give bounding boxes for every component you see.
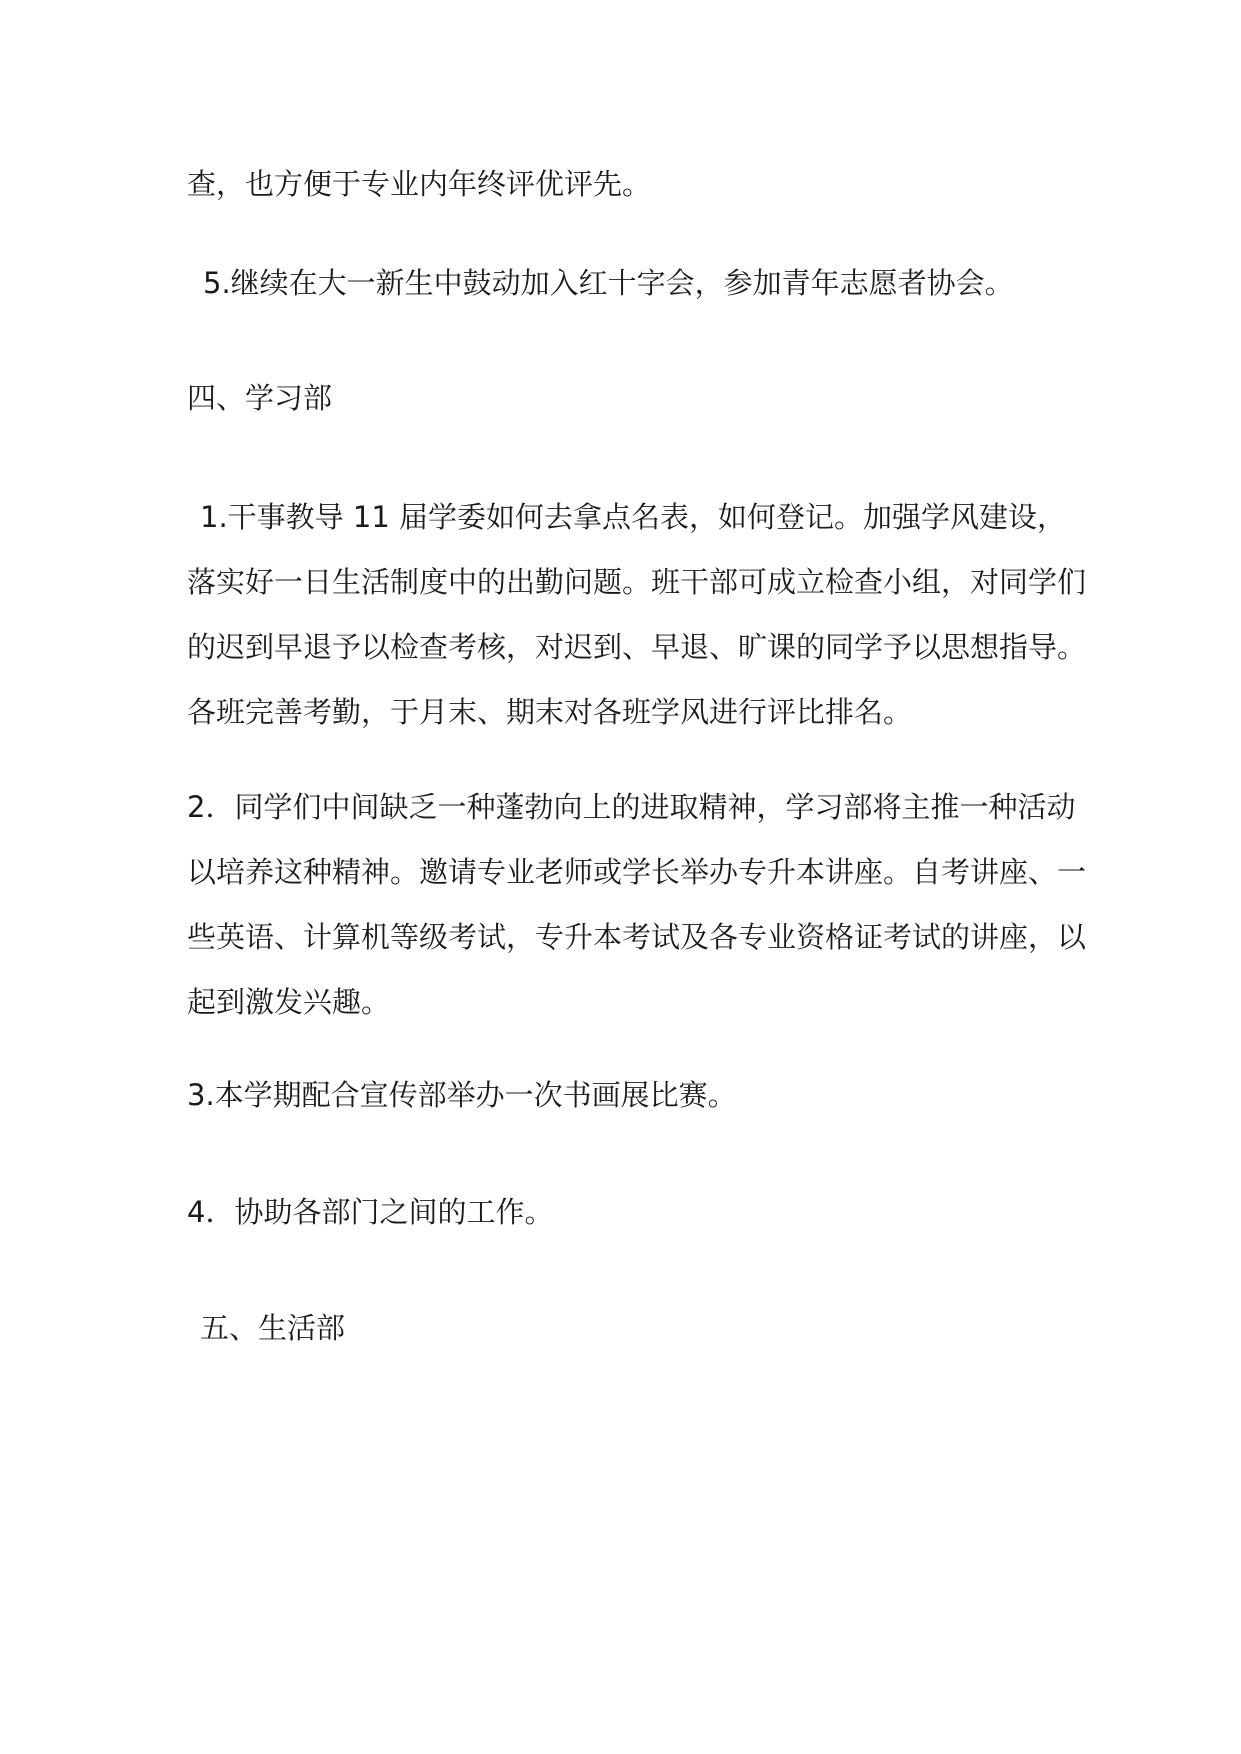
- paragraph-continuation: 查，也方便于专业内年终评优评先。: [187, 167, 652, 201]
- paragraph-study-item-4: 4．协助各部门之间的工作。: [187, 1195, 554, 1229]
- paragraph-study-item-2: 2．同学们中间缺乏一种蓬勃向上的进取精神，学习部将主推一种活动以培养这种精神。邀请专业老师或学长举办专升本讲座。自考讲座、一些英语、计算机等级考试，专升本考试及各专业资格证考试的讲座，以起到激发兴趣。: [187, 790, 1087, 1019]
- paragraph-study-item-3: 3.本学期配合宣传部举办一次书画展比赛。: [187, 1078, 737, 1112]
- section-heading-life: 五、生活部: [200, 1311, 346, 1345]
- paragraph-item-5: 5.继续在大一新生中鼓动加入红十字会，参加青年志愿者协会。: [203, 266, 1014, 300]
- section-heading-study: 四、学习部: [187, 381, 333, 415]
- paragraph-study-item-1: 1.干事教导 11 届学委如何去拿点名表，如何登记。加强学风建设，落实好一日生活制度中的出勤问题。班干部可成立检查小组，对同学们的迟到早退予以检查考核，对迟到、早退、旷课的同学予以思想指导。各班完善考勤，于月末、期末对各班学风进行评比排名。: [187, 500, 1087, 729]
